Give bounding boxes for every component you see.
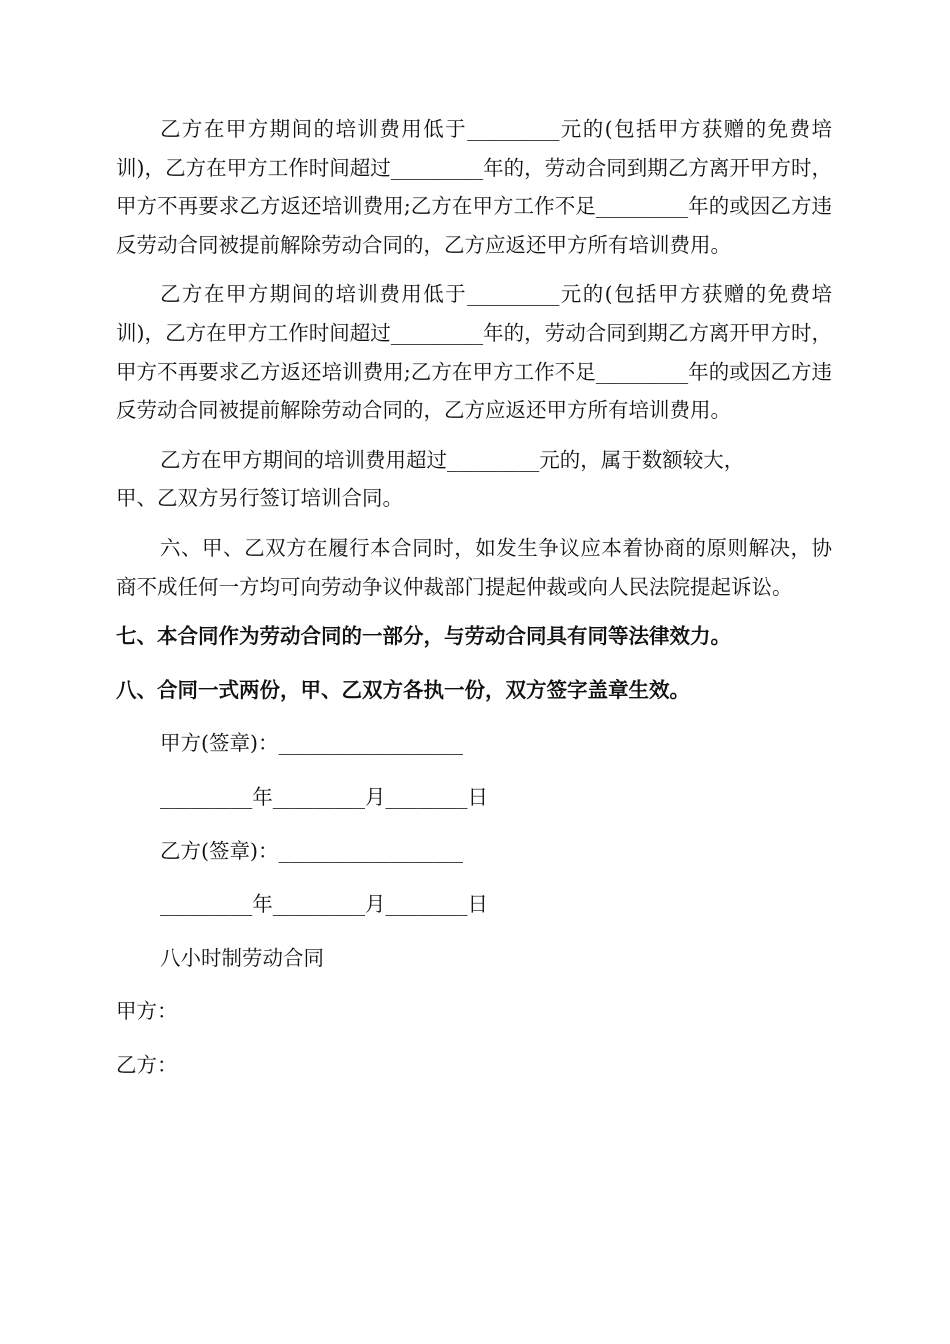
document-page: [116, 110, 832, 1099]
clause-eight: 八、合同一式两份，甲、乙双方各执一份，双方签字盖章生效。: [116, 677, 690, 702]
party-a-date: _________年_________月________日: [160, 784, 488, 809]
party-b-signature: 乙方(签章)：__________________: [160, 838, 463, 863]
clause-seven: 七、本合同作为劳动合同的一部分，与劳动合同具有同等法律效力。: [116, 624, 731, 649]
next-contract-title: 八小时制劳动合同: [160, 945, 324, 970]
training-fee-paragraph-3-cont: 甲、乙双方另行签订培训合同。: [116, 486, 403, 511]
party-a-signature: 甲方(签章)：__________________: [160, 731, 463, 756]
party-b-label: 乙方：: [116, 1052, 178, 1077]
party-b-date: _________年_________月________日: [160, 892, 488, 917]
training-fee-paragraph-2: 乙方在甲方期间的培训费用低于_________元的(包括甲方获赠的免费培训)，乙方在甲方工作时间超过_________年的，劳动合同到期乙方离开甲方时，甲方不再要求乙方返还培训费用;乙方在甲方工作不足_________年的或因乙方违反劳动合同被提前解除劳动合同的，乙方应返还甲方所有培训费用。: [116, 282, 832, 423]
training-fee-paragraph-1: 乙方在甲方期间的培训费用低于_________元的(包括甲方获赠的免费培训)，乙方在甲方工作时间超过_________年的，劳动合同到期乙方离开甲方时，甲方不再要求乙方返还培训费用;乙方在甲方工作不足_________年的或因乙方违反劳动合同被提前解除劳动合同的，乙方应返还甲方所有培训费用。: [116, 117, 832, 257]
training-fee-paragraph-3: 乙方在甲方期间的培训费用超过_________元的，属于数额较大，: [160, 447, 745, 472]
party-a-label: 甲方：: [116, 999, 178, 1024]
dispute-clause: 六、甲、乙双方在履行本合同时，如发生争议应本着协商的原则解决，协商不成任何一方均可向劳动争议仲裁部门提起仲裁或向人民法院提起诉讼。: [116, 535, 832, 599]
